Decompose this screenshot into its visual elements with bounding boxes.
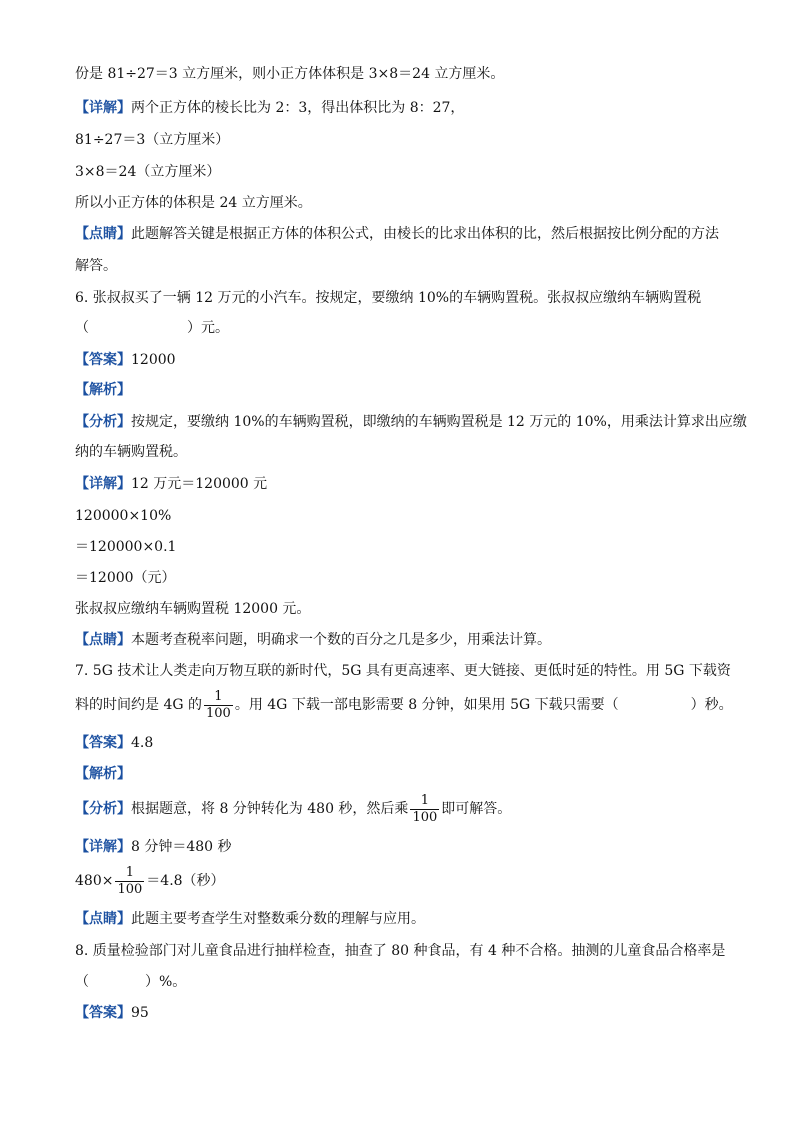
analysis-detail-line: 【分析】按规定，要缴纳 10%的车辆购置税，即缴纳的车辆购置税是 12 万元的 10%，用乘法计算求出应缴	[75, 414, 747, 430]
answer-tag: 【答案】	[75, 1005, 131, 1021]
point-tag: 【点睛】	[75, 226, 131, 242]
fenxi-tag: 【分析】	[75, 801, 131, 817]
question-6: 6. 张叔叔买了一辆 12 万元的小汽车。按规定，要缴纳 10%的车辆购置税。张叔叔应缴纳车辆购置税	[75, 290, 702, 306]
answer-tag: 【答案】	[75, 352, 131, 368]
text-line: 所以小正方体的体积是 24 立方厘米。	[75, 195, 312, 211]
point-tag: 【点睛】	[75, 911, 131, 927]
point-line: 【点睛】此题解答关键是根据正方体的体积公式，由棱长的比求出体积的比，然后根据按比例分配的方法	[75, 226, 719, 242]
analysis-detail-line: 【分析】根据题意，将 8 分钟转化为 480 秒，然后乘 $\frac{1}{100}$ 即可解答。	[75, 792, 512, 825]
calc-line: 81÷27＝3（立方厘米）	[75, 132, 230, 148]
question-7: 7. 5G 技术让人类走向万物互联的新时代，5G 具有更高速率、更大链接、更低时延的特性。用 5G 下载资	[75, 663, 731, 679]
fraction: $\frac{1}{100}$	[412, 792, 438, 825]
calc-line-fraction: 480× $\frac{1}{100}$ ＝4.8（秒）	[75, 864, 225, 897]
text-line: 张叔叔应缴纳车辆购置税 12000 元。	[75, 601, 311, 617]
analysis-tag: 【解析】	[75, 382, 131, 398]
detail-tag: 【详解】	[75, 839, 131, 855]
answer-line: 【答案】4.8	[75, 735, 154, 751]
detail-line: 【详解】12 万元＝120000 元	[75, 476, 268, 492]
question-6-blank-line: （ ）元。	[75, 320, 229, 336]
detail-line: 【详解】两个正方体的棱长比为 2：3，得出体积比为 8：27，	[75, 100, 465, 116]
calc-line: 120000×10%	[75, 508, 172, 524]
question-8: 8. 质量检验部门对儿童食品进行抽样检查，抽查了 80 种食品，有 4 种不合格。抽测的儿童食品合格率是	[75, 943, 726, 959]
text-line: 纳的车辆购置税。	[75, 444, 187, 460]
point-tag: 【点睛】	[75, 632, 131, 648]
fraction: $\frac{1}{100}$	[206, 688, 231, 721]
answer-tag: 【答案】	[75, 735, 131, 751]
detail-line: 【详解】8 分钟＝480 秒	[75, 839, 232, 855]
analysis-tag: 【解析】	[75, 766, 131, 782]
fenxi-tag: 【分析】	[75, 414, 131, 430]
calc-line: 3×8＝24（立方厘米）	[75, 164, 221, 180]
calc-line: ＝12000（元）	[75, 570, 176, 586]
question-7-fraction-line: 料的时间约是 4G 的 $\frac{1}{100}$ 。用 4G 下载一部电影需要 8 分钟，如果用 5G 下载只需要（ ）秒。	[75, 688, 733, 721]
detail-tag: 【详解】	[75, 100, 131, 116]
answer-line: 【答案】95	[75, 1005, 149, 1021]
analysis-line	[75, 380, 734, 400]
analysis-line	[75, 764, 734, 784]
point-line: 【点睛】此题主要考查学生对整数乘分数的理解与应用。	[75, 911, 425, 927]
detail-tag: 【详解】	[75, 476, 131, 492]
calc-line: ＝120000×0.1	[75, 539, 177, 555]
text-line: 份是 81÷27＝3 立方厘米，则小正方体体积是 3×8＝24 立方厘米。	[75, 66, 505, 82]
text-line: 解答。	[75, 258, 117, 274]
answer-line: 【答案】12000	[75, 352, 176, 368]
fraction: $\frac{1}{100}$	[117, 864, 143, 897]
question-8-blank-line: （ ）%。	[75, 974, 187, 990]
point-line: 【点睛】本题考查税率问题，明确求一个数的百分之几是多少，用乘法计算。	[75, 632, 551, 648]
